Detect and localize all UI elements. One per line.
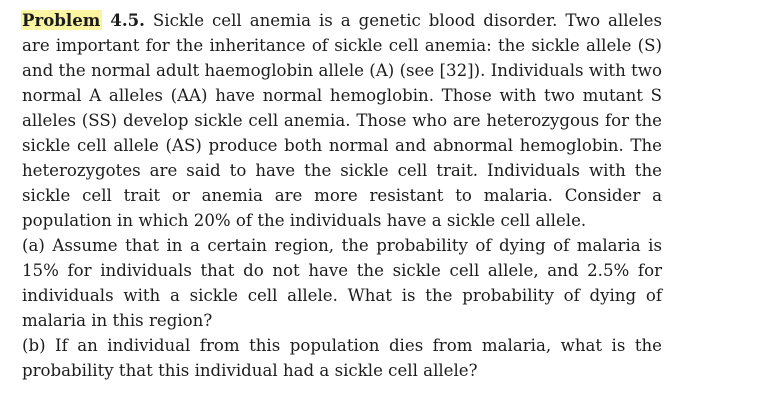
problem-number: 4.5. <box>110 10 145 30</box>
problem-intro-paragraph <box>22 8 662 233</box>
document-page <box>22 8 662 383</box>
problem-intro-text: Sickle cell anemia is a genetic blood disorder. Two alleles are important for the inheritance of sickle cell anemia: the sickle allele (S) and the normal adult haemoglobin allele (A) (see [32]). Individuals with two normal A alleles (AA) have normal hemoglobin. Those with two mutant S alleles (SS) develop sickle cell anemia. Those who are heterozygous for the sickle cell allele (AS) produce both normal and abnormal hemoglobin. The heterozygotes are said to have the sickle cell trait. Individuals with the sickle cell trait or anemia are more resistant to malaria. Consider a population in which 20% of the individuals have a sickle cell allele. <box>22 11 663 230</box>
problem-label-highlight: Problem <box>22 10 101 30</box>
problem-part-a: (a) Assume that in a certain region, the probability of dying of malaria is 15% for individuals that do not have the sickle cell allele, and 2.5% for individuals with a sickle cell allele. What is the probability of dying of malaria in this region? <box>22 236 662 330</box>
problem-part-b: (b) If an individual from this population dies from malaria, what is the probability that this individual had a sickle cell allele? <box>22 336 662 380</box>
